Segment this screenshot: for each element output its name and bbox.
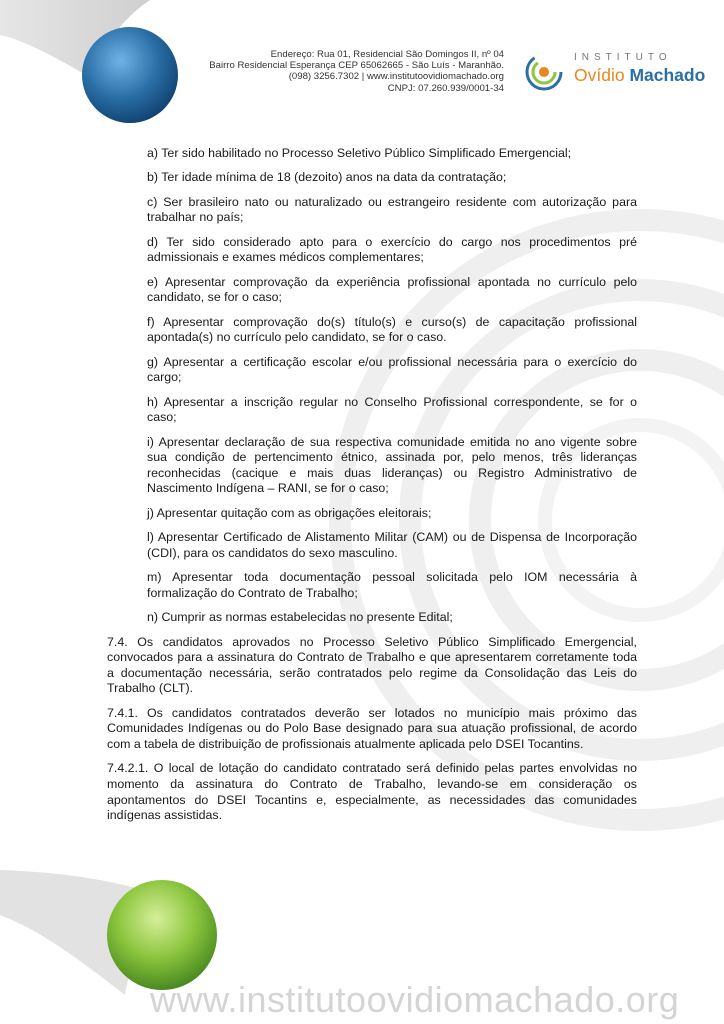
logo-mark-icon: [524, 52, 564, 92]
institute-logo: [524, 48, 704, 94]
requirement-item: b) Ter idade mínima de 18 (dezoito) anos na data da contratação;: [147, 170, 507, 185]
requirement-item: l) Apresentar Certificado de Alistamento Militar (CAM) ou de Dispensa de Incorporação (CDI), para os candidatos do sexo masculino.: [147, 530, 637, 560]
requirement-item: n) Cumprir as normas estabelecidas no presente Edital;: [147, 610, 453, 625]
requirement-item: i) Apresentar declaração de sua respectiva comunidade emitida no ano vigente sobre sua condição de pertencimento étnico, assinada por, pelo menos, três lideranças reconhecidas (cacique e mais duas lideranças) ou Registro Administrativo de Nascimento Indígena – RANI, se for o caso;: [147, 434, 637, 496]
header-address: [168, 49, 504, 94]
logo-top-text: INSTITUTO: [574, 52, 672, 63]
requirement-item: e) Apresentar comprovação da experiência profissional apontada no currículo pelo candidato, se for o caso;: [147, 274, 637, 305]
paragraph-7-4-1: 7.4.1. Os candidatos contratados deverão ser lotados no município mais próximo das Comunidades Indígenas ou do Polo Base designado para sua atuação profissional, de acordo com a tabela de distribuição de profissionais atualmente aplicada pelo DSEI Tocantins.: [107, 705, 637, 751]
footer-website-url: www.institutoovidiomachado.org: [150, 979, 680, 1020]
requirement-item: a) Ter sido habilitado no Processo Seletivo Público Simplificado Emergencial;: [147, 146, 572, 160]
address-line: Endereço: Rua 01, Residencial São Domingos II, nº 04: [270, 49, 504, 60]
requirement-item: g) Apresentar a certificação escolar e/ou profissional necessária para o exercício do cargo;: [147, 354, 637, 385]
logo-name-bold: Machado: [629, 65, 706, 85]
address-line: (098) 3256.7302 | www.institutoovidiomachado.org: [288, 71, 504, 83]
logo-name-light: Ovídio: [574, 65, 625, 85]
requirement-item: m) Apresentar toda documentação pessoal solicitada pelo IOM necessária à formalização do Contrato de Trabalho;: [147, 570, 637, 600]
paragraph-7-4-2-1: 7.4.2.1. O local de lotação do candidato contratado será definido pelas partes envolvidas no momento da assinatura do Contrato de Trabalho, levando-se em consideração os apontamentos do DSEI Tocantins e, especialmente, as necessidades das comunidades indígenas assistidas.: [107, 761, 637, 823]
logo-name: [574, 65, 705, 86]
address-line: Bairro Residencial Esperança CEP 65062665 - São Luís - Maranhão.: [209, 60, 504, 72]
address-line: CNPJ: 07.260.939/0001-34: [387, 82, 504, 94]
requirement-item: j) Apresentar quitação com as obrigações eleitorais;: [147, 505, 432, 520]
requirement-item: c) Ser brasileiro nato ou naturalizado ou estrangeiro residente com autorização para trabalhar no país;: [147, 194, 637, 225]
requirement-item: f) Apresentar comprovação do(s) título(s) e curso(s) de capacitação profissional apontada(s) no currículo pelo candidato, se for o caso.: [147, 314, 637, 345]
requirement-item: h) Apresentar a inscrição regular no Conselho Profissional correspondente, se for o caso;: [147, 394, 637, 425]
requirement-item: d) Ter sido considerado apto para o exercício do cargo nos procedimentos pré admissionais e exames médicos complementares;: [147, 234, 637, 265]
paragraph-7-4: 7.4. Os candidatos aprovados no Processo Seletivo Público Simplificado Emergencial, convocados para a assinatura do Contrato de Trabalho e que apresentarem corretamente toda a documentação necessária, serão contratados pelo regime da Consolidação das Leis do Trabalho (CLT).: [107, 634, 637, 696]
document-body: [107, 146, 637, 833]
